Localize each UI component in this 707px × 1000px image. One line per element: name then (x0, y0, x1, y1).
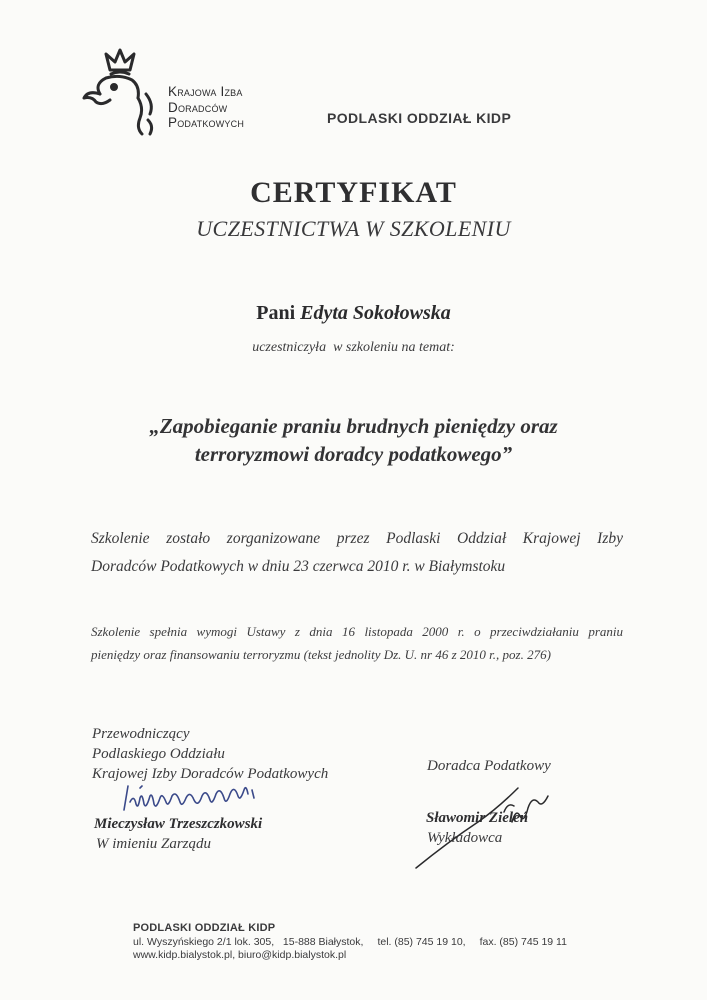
requirements-text (91, 620, 623, 666)
org-name-line: Krajowa Izba (168, 84, 243, 99)
footer-online-row (133, 949, 567, 963)
org-name-line: Podatkowych (168, 115, 245, 130)
footer-fax: fax. (85) 745 19 11 (479, 935, 567, 948)
organized-line: Doradców Podatkowych w dniu 23 czerwca 2010 r. w Białymstoku (91, 558, 506, 575)
recipient-name: Edyta Sokołowska (300, 302, 451, 324)
recipient (0, 302, 707, 325)
topic-line: „Zapobieganie praniu brudnych pieniędzy oraz (149, 414, 558, 438)
role-line: Krajowej Izby Doradców Podatkowych (92, 766, 329, 782)
left-signatory-note: W imieniu Zarządu (96, 836, 212, 852)
left-signatory-role (92, 724, 328, 784)
right-signatory-role: Doradca Podatkowy (427, 758, 551, 774)
footer-address: ul. Wyszyńskiego 2/1 lok. 305, 15-888 Białystok, (133, 935, 364, 948)
org-name (168, 84, 244, 131)
signature-trzeszczkowski-icon (120, 780, 270, 816)
footer-branch: PODLASKI ODDZIAŁ KIDP (133, 922, 276, 934)
requirements-line: pieniędzy oraz finansowaniu terroryzmu (tekst jednolity Dz. U. nr 46 z 2010 r., poz. 276) (91, 647, 551, 662)
training-topic (90, 412, 617, 468)
branch-name: PODLASKI ODDZIAŁ KIDP (327, 110, 512, 126)
right-signatory-note: Wykładowca (427, 830, 503, 846)
right-signatory-name: Sławomir Zieleń (426, 810, 529, 826)
footer (133, 922, 567, 963)
role-line: Przewodniczący (92, 726, 190, 742)
organized-line: Szkolenie zostało zorganizowane przez Podlaski Oddział Krajowej Izby (91, 530, 623, 547)
topic-line: terroryzmowi doradcy podatkowego” (194, 442, 513, 466)
left-signatory-name: Mieczysław Trzeszczkowski (94, 816, 263, 832)
footer-phone: tel. (85) 745 19 10, (377, 935, 466, 948)
organized-text (91, 525, 623, 581)
signature-zielen-icon (408, 782, 558, 872)
requirements-line: Szkolenie spełnia wymogi Ustawy z dnia 16 listopada 2000 r. o przeciwdziałaniu praniu (91, 624, 623, 639)
footer-email[interactable]: biuro@kidp.bialystok.pl (238, 949, 347, 961)
org-name-line: Doradców (168, 99, 228, 115)
role-line: Podlaskiego Oddziału (92, 746, 225, 762)
participated-text: uczestniczyła w szkoleniu na temat: (252, 340, 455, 355)
eagle-logo-icon (80, 48, 166, 136)
footer-web[interactable]: www.kidp.bialystok.pl, (133, 949, 236, 961)
certificate-title: CERTYFIKAT (250, 176, 457, 209)
salutation: Pani (256, 302, 296, 324)
certificate-subtitle: UCZESTNICTWA W SZKOLENIU (196, 216, 511, 241)
footer-contact-row (133, 936, 567, 950)
